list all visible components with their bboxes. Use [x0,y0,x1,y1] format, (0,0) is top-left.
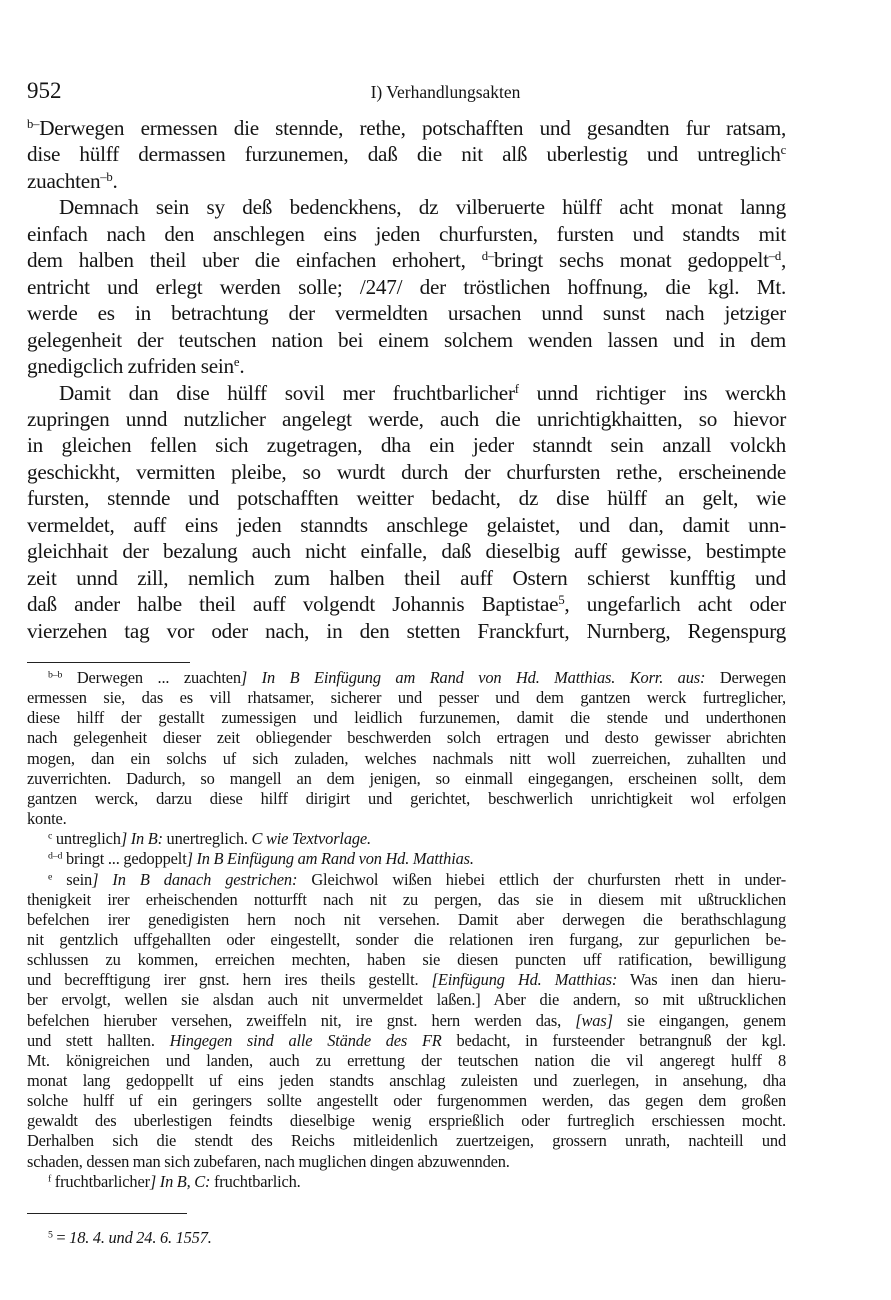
note-line [27,950,786,970]
text-segment: unnd richtiger ins werckh [518,380,786,405]
note-line [27,708,786,728]
text-segment: befelchen irer genedigisten hern noch nit versehen. Damit aber derwegen die berathschlagung [27,909,786,929]
note-line [27,990,786,1010]
note-marker: 5 [558,593,565,608]
apparatus-divider [27,662,190,663]
text-segment: zupringen unnd nutzlicher angelegt werde, auch die unrichtigkhaitten, so hievor [27,406,786,431]
text-segment: und becrefftigung irer gnst. hern ires theils gestellt. [27,970,432,990]
text-line [27,354,786,379]
note-line [27,970,786,990]
editorial-italic: ] In B Einfügung am Rand von Hd. Matthias. [186,849,474,869]
text-segment: konte. [27,809,67,829]
note-marker: f [514,381,519,396]
text-segment: ber ervolgt, wellen sie alsdan auch nit unvermeldet laßen.] Aber die andern, so mit ußtrucklichen [27,990,786,1010]
note-marker: c [780,143,786,158]
note-line [27,1091,786,1111]
note-line [48,829,786,849]
note-line [48,1228,786,1248]
text-line [27,592,786,617]
note-line [27,688,786,708]
text-line [27,248,786,273]
text-segment: bringt sechs monat gedoppelt [493,248,769,273]
text-segment: unertreglich. [162,829,252,849]
text-line [27,433,786,458]
text-segment: einfach nach den anschlegen eins jeden churfursten, fursten und standts mit [27,221,786,246]
note-line [27,910,786,930]
text-line [27,513,786,538]
text-segment: , ungefarlich acht oder [564,592,786,617]
text-segment: vierzehen tag vor oder nach, in den stetten Franckfurt, Nurnberg, Regenspurg [27,618,786,643]
text-segment: . [239,354,245,379]
text-line [27,486,786,511]
text-segment: gleichhait der bezalung auch nicht einfalle, daß dieselbig auff gewisse, bestimpte [27,539,786,564]
text-line [27,328,786,353]
text-segment: bedacht, in fursteender betrangnuß der kgl. [441,1030,787,1050]
text-segment: nach gelegenheit dieser zeit obliegender beschwerden solch ertragen und desto gewisser abrichten [27,728,786,748]
text-segment: Derwegen [705,668,786,687]
note-marker: 5 [48,1229,53,1241]
text-segment: sein [52,869,93,889]
note-line [27,809,786,829]
note-line [27,1031,786,1051]
note-line [27,1111,786,1131]
text-segment: werde es in betrachtung der vermeldten ursachen unnd sunst nach jetziger [27,301,786,326]
text-segment: Gleichwol wißen hiebei ettlich der churfursten rhett in under- [297,869,787,889]
text-segment: untreglich [52,829,121,849]
text-line [27,222,786,247]
text-segment: dise hülff dermassen furzunemen, daß die nit alß uberlestig und untreglich [27,142,781,167]
page-number: 952 [27,78,62,103]
text-segment: Mt. königreichen und landen, auch zu errettung der teutschen nation die vil angeregt hulff 8 [27,1050,786,1070]
running-head: I) Verhandlungsakten [370,82,521,102]
text-segment: ermessen sie, das es vill rhatsamer, sicherer und pesser und dem gantzen werck furtreglicher, [27,688,786,708]
text-segment: = [52,1228,70,1247]
note-marker: d– [481,249,494,264]
text-segment: fursten, stennde und potschafften weitter bedacht, dz dise hülff an gelt, wie [27,486,786,511]
text-line [27,407,786,432]
note-line [48,668,786,688]
text-line [27,539,786,564]
text-segment: fruchtbarlicher [51,1171,150,1191]
note-line [27,1131,786,1151]
editorial-italic: [Einfügung Hd. Matthias: [431,970,618,990]
text-segment: fruchtbarlich. [210,1171,301,1191]
editorial-italic: ] In B: [120,829,163,849]
text-segment: und stett hallten. [27,1030,170,1050]
text-segment: , [780,248,787,273]
note-marker: b– [27,117,40,132]
text-segment: Damit dan dise hülff sovil mer fruchtbarlicher [59,380,515,405]
text-segment: Derhalben sich die stendt des Reichs mitleidenlich zuertzeigen, grossern unrath, nachteill und [27,1131,786,1151]
text-segment: gnedigclich zufriden sein [27,354,234,379]
note-marker: f [48,1173,52,1185]
note-line [27,728,786,748]
text-segment: zuachten [27,168,101,193]
footnote-divider [27,1213,187,1214]
note-marker: c [48,830,53,842]
text-line [59,381,786,406]
note-line [27,1071,786,1091]
editorial-italic: 18. 4. und 24. 6. 1557. [69,1228,212,1247]
editorial-italic: ] In B danach gestrichen: [92,869,298,889]
note-line [27,930,786,950]
note-marker: e [48,871,53,883]
text-line [27,460,786,485]
text-segment: bringt ... gedoppelt [62,849,187,869]
text-segment: monat lang gedoppellt uf eins jeden standts anschlag zuleisten und zuerlegen, in ansehung, dha [27,1071,786,1090]
editorial-italic: Hingegen sind alle Stände des FR [169,1030,442,1050]
editorial-italic: [was] [575,1010,613,1030]
text-segment: daß ander halbe theil auff volgendt Johannis Baptistae [27,592,559,617]
text-line [27,275,786,300]
text-segment: Demnach sein sy deß bedenckhens, dz vilberuerte hülff acht monat lanng [59,195,786,220]
text-line [27,142,786,167]
note-line [27,1051,786,1071]
text-segment: entricht und erlegt werden solle; /247/ der tröstlichen hoffnung, die kgl. Mt. [27,274,786,299]
text-segment: schlussen zu kommen, erreichen mechten, haben sie diesen puncten uff ratification, bewilligung [27,950,786,970]
text-segment: solche hulff uf ein geringers sollte angestellt oder furgenommen werden, das gegen dem großen [27,1091,786,1111]
note-marker: d–d [48,850,63,862]
note-line [27,749,786,769]
text-segment: Was inen dan hieru- [617,970,786,990]
text-segment: thenigkeit irer erheischenden notturfft nach nit zu pergen, das sie in diesem mit ußtrucklichen [27,889,786,909]
note-line [48,870,786,890]
text-segment: vermeldet, auff eins jeden stanndts anschlege gelaistet, und dan, damit unn- [27,512,786,537]
note-line [27,769,786,789]
text-line [59,195,786,220]
text-segment: zuverrichten. Dadurch, so mangell an dem jenigen, so einmall eingegangen, erscheinen sollt, dem [27,768,786,788]
note-marker: –d [768,249,781,264]
text-segment: befelchen hieruber versehen, zweiffeln nit, ire gnst. hern werden das, [27,1010,576,1030]
note-marker: –b [100,169,113,184]
text-segment: in gleichen fellen sich zugetragen, dha ein jeder stanndt sein anzall volckh [27,433,786,458]
text-segment: Derwegen ... zuachten [62,668,241,687]
note-line [48,1172,786,1192]
text-segment: sie eingangen, genem [612,1010,786,1030]
note-marker: b–b [48,669,63,681]
note-line [27,1152,786,1172]
text-segment: zeit unnd zill, nemlich zum halben theil auff Ostern schierst kunfftig und [27,565,786,590]
note-line [48,849,786,869]
text-segment: mogen, dan ein solchs uf sich zuladen, welches nachmals nitt woll zuerreichen, zuhallten und [27,748,786,768]
editorial-italic: ] In B, C: [149,1171,211,1191]
text-segment: dem halben theil uber die einfachen erhohert, [27,248,482,273]
note-marker: e [233,355,240,370]
editorial-italic: ] In B Einfügung am Rand von Hd. Matthias. Korr. aus: [240,668,706,687]
text-line [27,169,786,194]
text-segment: diese hilff der gestallt zumessigen und leidlich furzunemen, damit die stende und underthonen [27,708,786,728]
text-segment: gantzen werck, darzu diese hilff dirigirt und gerichtet, beschwerlich unrichtigkeit wol erfolgen [27,788,786,808]
note-line [27,1011,786,1031]
text-line [27,619,786,644]
text-segment: gelegenheit der teutschen nation bei einem solchem wenden lassen und in dem [27,327,786,352]
note-line [27,789,786,809]
text-line [27,116,786,141]
text-segment: schaden, dessen man sich zubefaren, nach muglichen dingen abzuwennden. [27,1151,510,1171]
note-line [27,890,786,910]
text-line [27,566,786,591]
text-segment: nit gentzlich uffgehallten oder eingestellt, sonder die relationen iren furgang, zur gepurlichen be- [27,929,786,949]
text-segment: Derwegen ermessen die stennde, rethe, potschafften und gesandten fur ratsam, [39,116,786,140]
editorial-italic: C wie Textvorlage. [251,829,372,849]
text-segment: gewaldt des uberlestigen feindts dieselbige wenig ersprießlich oder furtreglich erschiessen mocht. [27,1111,786,1131]
text-segment: geschickht, vermitten pleibe, so wurdt durch der churfursten rethe, erscheinende [27,459,786,484]
text-segment: . [112,168,118,193]
text-line [27,301,786,326]
